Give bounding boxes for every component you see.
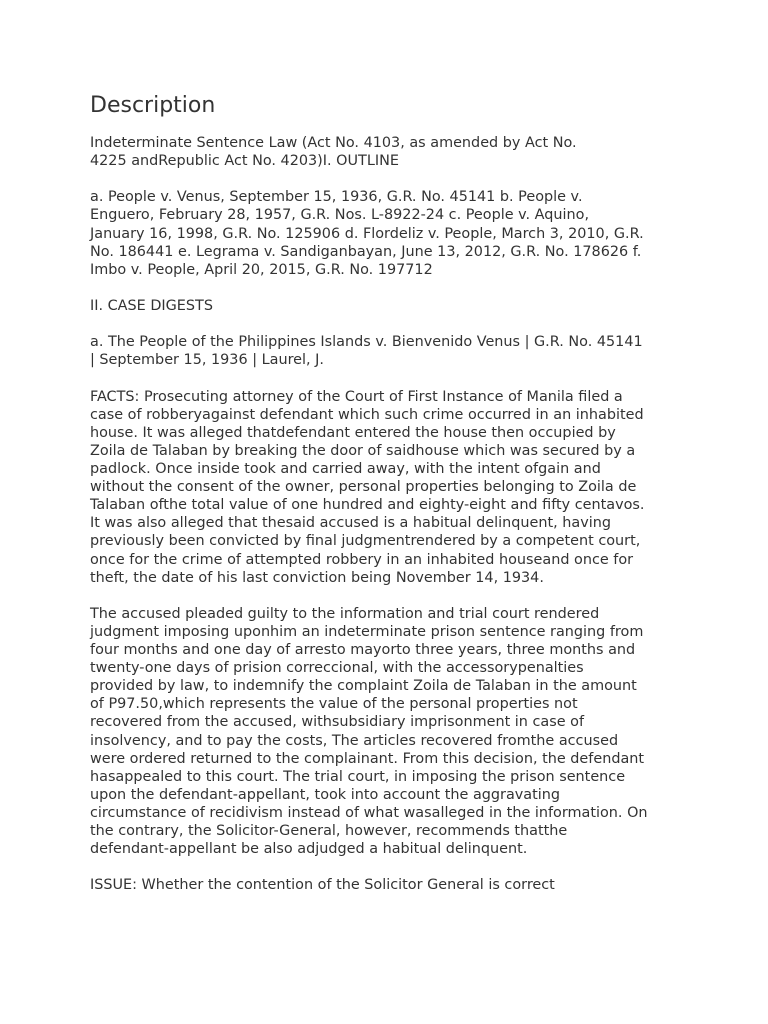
facts-paragraph: FACTS: Prosecuting attorney of the Court of First Instance of Manila filed a case of robberyagainst defendant which such crime occurred in an inhabited house. It was alleged thatdefendant entered the house then occupied by Zoila de Talaban by breaking the door of saidhouse which was secured by a padlock. Once inside took and carried away, with the intent ofgain and without the consent of the owner, personal properties belonging to Zoila de Talaban ofthe total value of one hundred and eighty-eight and fifty centavos. It was also alleged that thesaid accused is a habitual delinquent, having previously been convicted by final judgmentrendered by a competent court, once for the crime of attempted robbery in an inhabited houseand once for theft, the date of his last conviction being November 14, 1934.: [90, 388, 645, 586]
section-heading: II. CASE DIGESTS: [90, 298, 213, 315]
law-title-paragraph: Indeterminate Sentence Law (Act No. 4103, as amended by Act No. 4225 andRepublic Act No. 4203)I. OUTLINE: [90, 135, 577, 170]
outline-paragraph: a. People v. Venus, September 15, 1936, G.R. No. 45141 b. People v. Enguero, February 28, 1957, G.R. Nos. L-8922-24 c. People v. Aquino, January 16, 1998, G.R. No. 125906 d. Flordeliz v. People, March 3, 2010, G.R. No. 186441 e. Legrama v. Sandiganbayan, June 13, 2012, G.R. No. 178626 f. Imbo v. People, April 20, 2015, G.R. No. 197712: [90, 189, 644, 278]
case-citation-paragraph: a. The People of the Philippines Islands v. Bienvenido Venus | G.R. No. 45141 | September 15, 1936 | Laurel, J.: [90, 334, 643, 369]
issue-paragraph: ISSUE: Whether the contention of the Solicitor General is correct: [90, 877, 555, 894]
ruling-paragraph: The accused pleaded guilty to the information and trial court rendered judgment imposing uponhim an indeterminate prison sentence ranging from four months and one day of arresto mayorto three years, three months and twenty-one days of prision correccional, with the accessorypenalties provided by law, to indemnify the complaint Zoila de Talaban in the amount of P97.50,which represents the value of the personal properties not recovered from the accused, withsubsidiary imprisonment in case of insolvency, and to pay the costs, The articles recovered fromthe accused were ordered returned to the complainant. From this decision, the defendant hasappealed to this court. The trial court, in imposing the prison sentence upon the defendant-appellant, took into account the aggravating circumstance of recidivism instead of what wasalleged in the information. On the contrary, the Solicitor-General, however, recommends thatthe defendant-appellant be also adjudged a habitual delinquent.: [90, 605, 648, 858]
page-title: Description: [90, 93, 216, 118]
document-page: [90, 90, 680, 913]
